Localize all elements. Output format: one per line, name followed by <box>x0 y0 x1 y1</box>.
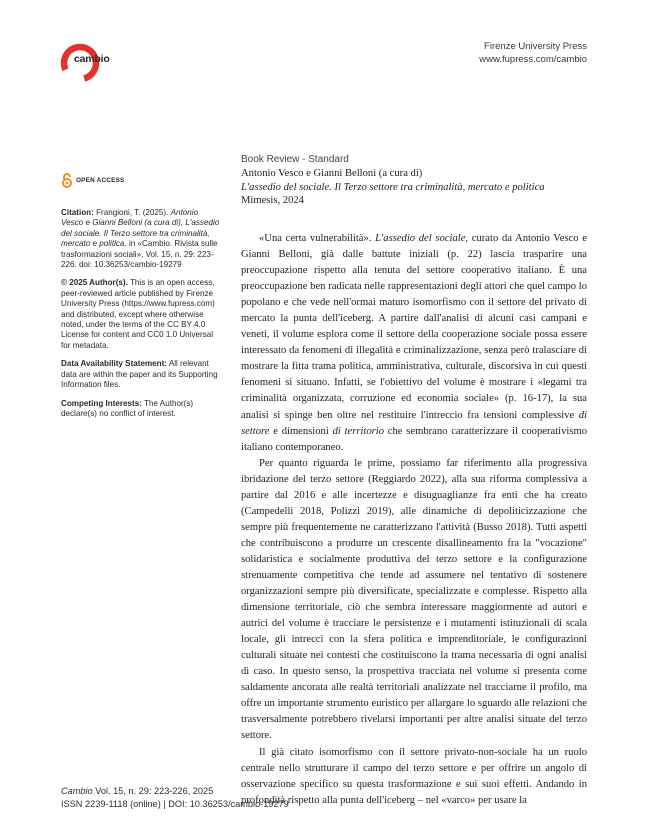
publisher-info <box>479 40 587 66</box>
page-footer <box>61 785 289 810</box>
book-reference <box>241 167 545 208</box>
paragraph-1 <box>241 231 587 456</box>
open-lock-icon <box>61 173 73 188</box>
p1-text-a: , curato da Antonio Vesco e Gianni Belloni, già dalle battute iniziali (p. 22) lascia trasparire una preoccupazione rispetto alla tenuta del settore cooperativo italiano. È una preoccupazione ben radicata nelle rappresentazioni degli attori che quel campo lo popolano e che vede nell'ormai maturo isomorfismo con il settore del privato di mercato la punta dell'iceberg. A partire dall'analisi di alcuni casi campani e veneti, il volume esplora come il settore della cooperazione sociale possa essere interessato da fenomeni di illegalità e criminalizzazione, senza però tralasciare di mostrare la fitta trama politica, amministrativa, culturale, discorsiva in cui questi fenomeni si situano. Infatti, se l'obiettivo del volume è mostrare i «legami tra criminalità organizzata, corruzione ed economia sociale» (p. 16-17), la sua analisi si spinge ben oltre nel restituire l'intreccio fra tensioni complessive <box>241 233 587 421</box>
citation-block <box>61 208 221 270</box>
book-publisher-year: Mimesis, 2024 <box>241 195 304 206</box>
citation-authors: Frangioni, T. (2025). <box>96 208 169 217</box>
copyright-block <box>61 278 221 351</box>
p1-emphasis-2: di territorio <box>332 425 385 437</box>
book-title: L'assedio del sociale. Il Terzo settore tra criminalità, mercato e politica <box>241 181 545 193</box>
book-authors: Antonio Vesco e Gianni Belloni (a cura di) <box>241 168 423 179</box>
journal-logo <box>60 43 116 83</box>
publisher-name: Firenze University Press <box>484 41 587 52</box>
review-body <box>241 231 587 809</box>
citation-rest[interactable]: in «Cambio. Rivista sulle trasformazioni sociali», Vol. 15, n. 29: 223-226. doi: 10.36253/cambio-19279 <box>61 239 218 270</box>
p1-text-b: e dimensioni <box>269 425 333 437</box>
footer-journal: Cambio <box>61 786 93 796</box>
copyright-label: © 2025 Author(s). <box>61 278 128 288</box>
p1-open: «Una certa vulnerabilità». <box>259 233 372 244</box>
article-type: Book Review - Standard <box>241 154 349 165</box>
competing-interests-label: Competing Interests: <box>61 398 142 408</box>
citation-label: Citation: <box>61 208 94 217</box>
paragraph-3: Il già citato isomorfismo con il settore privato-non-sociale ha un ruolo centrale nello strutturare il campo del terzo settore e per offrire un angolo di osservazione specifico su questa trasformazione e sui suoi effetti. Andando in profondità rispetto alla punta dell'iceberg – nel «varco» per usare la <box>241 746 587 806</box>
data-availability-block <box>61 359 221 390</box>
data-availability-text: All relevant data are within the paper and its Supporting Information files. <box>61 359 218 390</box>
publisher-url[interactable]: www.fupress.com/cambio <box>479 54 587 65</box>
copyright-text: This is an open access, peer-reviewed article published by Firenze University Press (https://www.fupress.com) and distributed, except where otherwise noted, under the terms of the CC BY 4.0 License for content and CC0 1.0 Universal for metadata. <box>61 278 215 350</box>
logo-text: cambio <box>74 53 110 65</box>
open-access-label: OPEN ACCESS <box>76 177 125 184</box>
footer-issn: ISSN 2239-1118 (online) | DOI: 10.36253/cambio-19279 <box>61 798 289 809</box>
p1-text-c: che sembrano caratterizzare il cooperativismo italiano contemporaneo. <box>241 425 587 453</box>
competing-interests-block <box>61 399 221 420</box>
citation-title: Antonio Vesco e Gianni Belloni (a cura di), L'assedio del sociale. Il Terzo settore tra criminalità, mercato e politica, <box>61 208 220 249</box>
data-availability-label: Data Availability Statement: <box>61 359 167 369</box>
sidebar <box>61 208 221 427</box>
footer-volume: Vol. 15, n. 29: 223-226, 2025 <box>95 786 214 796</box>
competing-interests-text: The Author(s) declare(s) no conflict of interest. <box>61 398 194 418</box>
p1-emphasis-1: di settore <box>241 409 587 437</box>
p1-title: L'assedio del sociale <box>375 233 466 244</box>
paragraph-2: Per quanto riguarda le prime, possiamo far riferimento alla progressiva ibridazione del terzo settore (Reggiardo 2022), alla sua riforma complessiva a partire dal 2016 e alle incertezze e disuguaglianze fra enti che ha creato (Campedelli 2018, Polizzi 2019), alle dinamiche di depoliticizzazione che sempre più frequentemente ne caratterizzano l'attività (Busso 2018). Tutti aspetti che contribuiscono a produrre un crescente disallineamento fra la "vocazione" solidaristica e socialmente produttiva del terzo settore e la configurazione strenuamente competitiva che tende ad assumere nel tentativo di sostenere organizzazioni sempre più diversificate, specializzate e complesse. Rispetto alla dimensione territoriale, ciò che sembra interessare maggiormente ad autori e autrici del volume è tracciare le persistenze e i mutamenti istituzionali di scala locale, gli intrecci con la sfera politica e imprenditoriale, le configurazioni culturali situate nei contesti che costituiscono la trama necessaria di ogni analisi di caso. In questo senso, la prospettiva tracciata nel volume si presenta come saldamente ancorata alle realtà territoriali analizzate nel tracciarne il profilo, ma offre un importante strumento euristico per allargare lo sguardo alle relazioni che trasversalmente potrebbero rivelarsi importanti per altre analisi situate del terzo settore. <box>241 457 587 742</box>
